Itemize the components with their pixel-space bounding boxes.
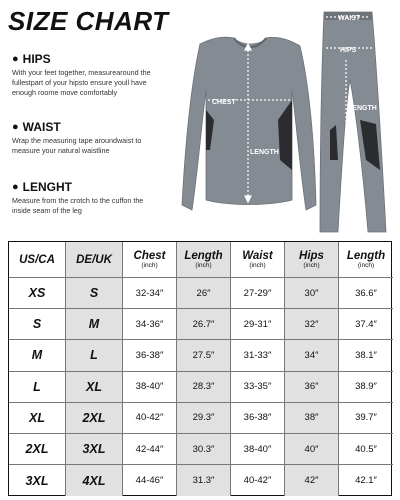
measurement-cell: 27-29″ [231,278,285,309]
top-length-label: LENGTH [250,149,279,156]
bullet-icon: ● [12,181,19,193]
measurement-cell: 36-38″ [123,340,177,371]
waist-guide [12,120,162,156]
measurement-cell: 26.7″ [177,309,231,340]
measurement-cell: 28.3″ [177,372,231,403]
size-cell: 2XL [9,434,66,465]
length-guide-text: Measure from the crotch to the cuffon the inside seam of the leg [12,196,144,215]
measurement-cell: 40″ [285,434,339,465]
size-cell: S [9,309,66,340]
measurement-cell: 38.9″ [339,372,393,403]
hips-label: HIPS [340,47,357,54]
length-guide [12,180,162,216]
measurement-cell: 34-36″ [123,309,177,340]
measurement-cell: 42″ [285,465,339,496]
length-guide-title: LENGHT [22,180,72,194]
size-cell: S [66,278,123,309]
measurement-cell: 37.4″ [339,309,393,340]
size-cell: 3XL [66,434,123,465]
pants-length-label: LENGTH [348,105,377,112]
measurement-cell: 38.1″ [339,340,393,371]
measurement-cell: 29.3″ [177,403,231,434]
size-cell: L [66,340,123,371]
size-cell: 4XL [66,465,123,496]
size-cell: 2XL [66,403,123,434]
hips-guide-title: HIPS [22,52,51,66]
measurement-cell: 38-40″ [231,434,285,465]
header-cell: Length (inch) [177,242,231,278]
size-cell: M [9,340,66,371]
header-cell: Waist (inch) [231,242,285,278]
measurement-cell: 30″ [285,278,339,309]
measurement-cell: 38-40″ [123,372,177,403]
measurement-cell: 42-44″ [123,434,177,465]
measurement-cell: 40-42″ [123,403,177,434]
thermal-pants-image [320,12,386,232]
waist-guide-text: Wrap the measuring tape aroundwaist to measure your natural waistline [12,136,142,155]
page-title: SIZE CHART [8,6,169,36]
size-cell: L [9,372,66,403]
measurement-cell: 36.6″ [339,278,393,309]
measurement-cell: 32″ [285,309,339,340]
header-cell: Chest (inch) [123,242,177,278]
bullet-icon: ● [12,121,19,133]
waist-guide-title: WAIST [22,120,61,134]
measurement-cell: 30.3″ [177,434,231,465]
measurement-cell: 39.7″ [339,403,393,434]
hips-guide [12,52,162,98]
measurement-cell: 29-31″ [231,309,285,340]
size-cell: XS [9,278,66,309]
header-cell: Hips (inch) [285,242,339,278]
size-cell: M [66,309,123,340]
measurement-cell: 40-42″ [231,465,285,496]
header-cell: Length (inch) [339,242,393,278]
garment-illustration [150,0,400,238]
measurement-cell: 36″ [285,372,339,403]
measurement-cell: 42.1″ [355,475,377,487]
header-cell: DE/UK [66,242,123,278]
measurement-cell: 26″ [177,278,231,309]
measurement-cell: 40.5″ [339,434,393,465]
hips-guide-text: With your feet together, measurearound the fullestpart of your hipsto ensure youll have enough roome move comfortably [12,68,151,97]
chest-label: CHEST [212,99,236,106]
measurement-cell: 33-35″ [231,372,285,403]
size-table [8,241,392,496]
thermal-top-image [182,37,316,210]
measurement-cell: 31.3″ [177,465,231,496]
size-cell: XL [9,403,66,434]
measurement-cell: 27.5″ [177,340,231,371]
bullet-icon: ● [12,53,19,65]
measurement-cell: 31-33″ [231,340,285,371]
measurement-cell: 36-38″ [231,403,285,434]
measurement-cell: 38″ [285,403,339,434]
measurement-cell: 32-34″ [123,278,177,309]
measurement-cell: 34″ [285,340,339,371]
size-cell: 3XL [9,465,66,496]
header-cell: US/CA [9,242,66,278]
size-cell: XL [66,372,123,403]
measurement-cell: 44-46″ [123,465,177,496]
waist-label: WAIST [338,15,361,22]
